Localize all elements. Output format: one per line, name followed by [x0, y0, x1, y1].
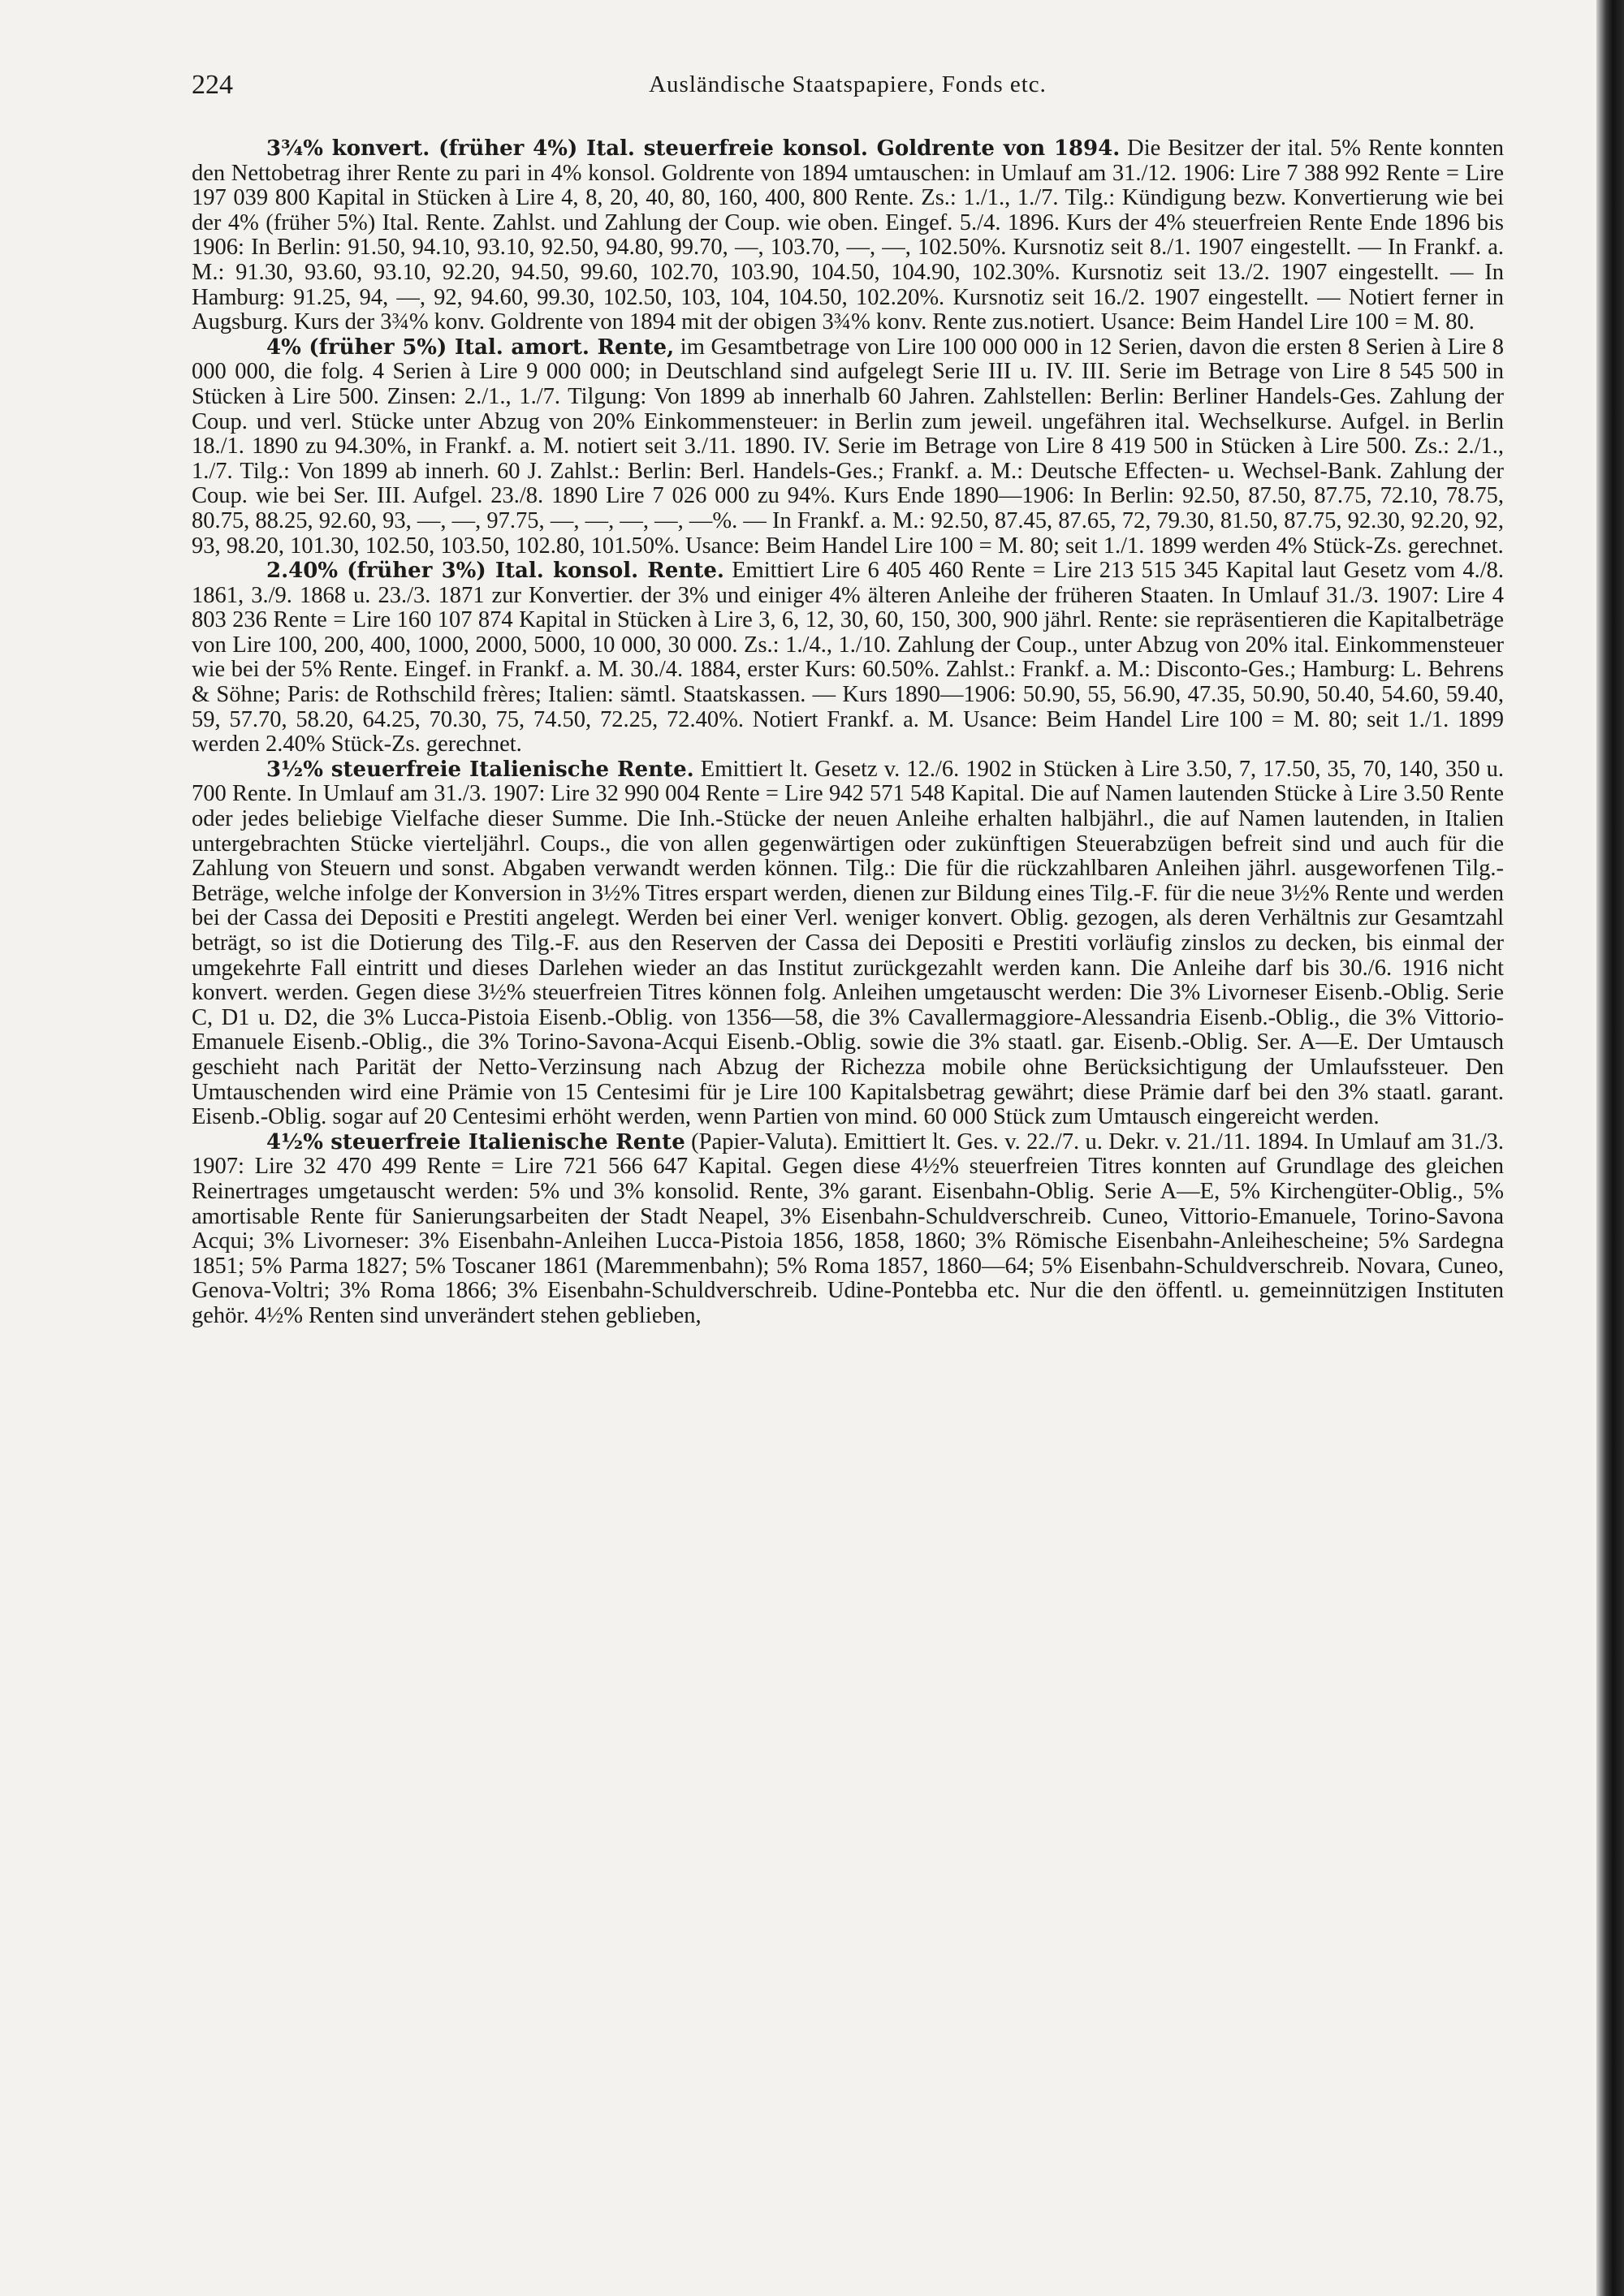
entry-body: Die Besitzer der ital. 5% Rente konnten den Nettobetrag ihrer Rente zu pari in 4% konsol. Goldrente von 1894 umtauschen: in Umlauf am 31./12. 1906: Lire 7 388 992 Rente = Lire 197 039 800 Kapital in Stücken à Lire 4, 8, 20, 40, 80, 160, 400, 800 Rente. Zs.: 1./1., 1./7. Tilg.: Kündigung bezw. Konvertierung wie bei der 4% (früher 5%) Ital. Rente. Zahlst. und Zahlung der Coup. wie oben. Eingef. 5./4. 1896. Kurs der 4% steuerfreien Rente Ende 1896 bis 1906: In Berlin: 91.50, 94.10, 93.10, 92.50, 94.80, 99.70, —, 103.70, —, —, 102.50%. Kursnotiz seit 8./1. 1907 eingestellt. — In Frankf. a. M.: 91.30, 93.60, 93.10, 92.20, 94.50, 99.60, 102.70, 103.90, 104.50, 104.90, 102.30%. Kursnotiz seit 13./2. 1907 eingestellt. — In Hamburg: 91.25, 94, —, 92, 94.60, 99.30, 102.50, 103, 104, 104.50, 102.20%. Kursnotiz seit 16./2. 1907 eingestellt. — Notiert ferner in Augsburg. Kurs der 3¾% konv. Goldrente von 1894 mit der obigen 3¾% konv. Rente zus.notiert. Usance: Beim Handel Lire 100 = M. 80. [192, 136, 1505, 335]
entry-goldrente-1894 [192, 136, 1504, 335]
entry-title: 3¾% konvert. (früher 4%) Ital. steuerfreie konsol. Goldrente von 1894. [266, 136, 1121, 161]
entry-title: 4½% steuerfreie Italienische Rente [266, 1129, 685, 1154]
entry-4-5-rente [192, 1130, 1504, 1329]
entry-body: im Gesamtbetrage von Lire 100 000 000 in 12 Serien, davon die ersten 8 Serien à Lire 8 000 000, die folg. 4 Serien à Lire 9 000 000; in Deutschland sind aufgelegt Serie III u. IV. III. Serie im Betrage von Lire 8 545 500 in Stücken à Lire 500. Zinsen: 2./1., 1./7. Tilgung: Von 1899 ab innerhalb 60 Jahren. Zahlstellen: Berlin: Berliner Handels-Ges. Zahlung der Coup. und verl. Stücke unter Abzug von 20% Einkommensteuer: in Berlin zum jeweil. ungefähren ital. Wechselkurse. Aufgel. in Berlin 18./1. 1890 zu 94.30%, in Frankf. a. M. notiert seit 3./11. 1890. IV. Serie im Betrage von Lire 8 419 500 in Stücken à Lire 500. Zs.: 2./1., 1./7. Tilg.: Von 1899 ab innerh. 60 J. Zahlst.: Berlin: Berl. Handels-Ges.; Frankf. a. M.: Deutsche Effecten- u. Wechsel-Bank. Zahlung der Coup. wie bei Ser. III. Aufgel. 23./8. 1890 Lire 7 026 000 zu 94%. Kurs Ende 1890—1906: In Berlin: 92.50, 87.50, 87.75, 72.10, 78.75, 80.75, 88.25, 92.60, 93, —, —, 97.75, —, —, —, —, —%. — In Frankf. a. M.: 92.50, 87.45, 87.65, 72, 79.30, 81.50, 87.75, 92.30, 92.20, 92, 93, 98.20, 101.30, 102.50, 103.50, 102.80, 101.50%. Usance: Beim Handel Lire 100 = M. 80; seit 1./1. 1899 werden 4% Stück-Zs. gerechnet. [192, 334, 1505, 559]
entry-body: Emittiert Lire 6 405 460 Rente = Lire 213 515 345 Kapital laut Gesetz vom 4./8. 1861, 3./9. 1868 u. 23./3. 1871 zur Konvertier. der 3% und einiger 4% älteren Anleihe der früheren Staaten. In Umlauf 31./3. 1907: Lire 4 803 236 Rente = Lire 160 107 874 Kapital in Stücken à Lire 3, 6, 12, 30, 60, 150, 300, 900 jährl. Rente: sie repräsentieren die Kapitalbeträge von Lire 100, 200, 400, 1000, 2000, 5000, 10 000, 30 000. Zs.: 1./4., 1./10. Zahlung der Coup., unter Abzug von 20% ital. Einkommensteuer wie bei der 5% Rente. Eingef. in Frankf. a. M. 30./4. 1884, erster Kurs: 60.50%. Zahlst.: Frankf. a. M.: Disconto-Ges.; Hamburg: L. Behrens & Söhne; Paris: de Rothschild frères; Italien: sämtl. Staatskassen. — Kurs 1890—1906: 50.90, 55, 56.90, 47.35, 50.90, 50.40, 54.60, 59.40, 59, 57.70, 58.20, 64.25, 70.30, 75, 74.50, 72.25, 72.40%. Notiert Frankf. a. M. Usance: Beim Handel Lire 100 = M. 80; seit 1./1. 1899 werden 2.40% Stück-Zs. gerechnet. [192, 558, 1505, 757]
entry-title: 3½% steuerfreie Italienische Rente. [266, 757, 694, 782]
entry-title: 2.40% (früher 3%) Ital. konsol. Rente. [266, 559, 724, 584]
entry-3-5-rente [192, 757, 1504, 1130]
entry-body: Emittiert lt. Gesetz v. 12./6. 1902 in Stücken à Lire 3.50, 7, 17.50, 35, 70, 140, 350 u. 700 Rente. In Umlauf am 31./3. 1907: Lire 32 990 004 Rente = Lire 942 571 548 Kapital. Die auf Namen lautenden Stücke à Lire 3.50 Rente oder jedes beliebige Vielfache dieser Summe. Die Inh.-Stücke der neuen Anleihe erhalten halbjährl., die auf Namen lautenden, in Italien untergebrachten Stücke vierteljährl. Coups., die von allen gegenwärtigen oder zukünftigen Steuerabzügen befreit sind und auch für die Zahlung von Steuern und sonst. Abgaben verwandt werden können. Tilg.: Die für die rückzahlbaren Anleihen jährl. ausgeworfenen Tilg.-Beträge, welche infolge der Konversion in 3½% Titres erspart werden, dienen zur Bildung eines Tilg.-F. für die neue 3½% Rente und werden bei der Cassa dei Depositi e Prestiti angelegt. Werden bei einer Verl. weniger konvert. Oblig. gezogen, als deren Verhältnis zur Gesamtzahl beträgt, so ist die Dotierung des Tilg.-F. aus den Reserven der Cassa dei Depositi e Prestiti vorläufig zinslos zu decken, bis einmal der umgekehrte Fall eintritt und dieses Darlehen wieder an das Institut zurückgezahlt werden kann. Die Anleihe darf bis 30./6. 1916 nicht konvert. werden. Gegen diese 3½% steuerfreien Titres können folg. Anleihen umgetauscht werden: Die 3% Livorneser Eisenb.-Oblig. Serie C, D1 u. D2, die 3% Lucca-Pistoia Eisenb.-Oblig. von 1356—58, die 3% Cavallermaggiore-Alessandria Eisenb.-Oblig., die 3% Vittorio-Emanuele Eisenb.-Oblig., die 3% Torino-Savona-Acqui Eisenb.-Oblig. sowie die 3% staatl. gar. Eisenb.-Oblig. Ser. A—E. Der Umtausch geschieht nach Parität der Netto-Verzinsung nach Abzug der Richezza mobile ohne Berücksichtigung der Umlaufssteuer. Den Umtauschenden wird eine Prämie von 15 Centesimi für je Lire 100 Kapitalsbetrag gewährt; diese Prämie darf bei den 3% staatl. garant. Eisenb.-Oblig. sogar auf 20 Centesimi erhöht werden, wenn Partien von mind. 60 000 Stück zum Umtausch eingereicht werden. [192, 756, 1504, 1130]
entry-title: 4% (früher 5%) Ital. amort. Rente, [266, 334, 675, 360]
page-header [192, 63, 1504, 112]
entry-konsol-rente [192, 559, 1504, 757]
running-head: Ausländische Staatspapiere, Fonds etc. [649, 71, 1047, 97]
entry-amort-rente [192, 335, 1504, 559]
entry-body: (Papier-Valuta). Emittiert lt. Ges. v. 22./7. u. Dekr. v. 21./11. 1894. In Umlauf am 31./3. 1907: Lire 32 470 499 Rente = Lire 721 566 647 Kapital. Gegen diese 4½% steuerfreien Titres konnten auf Grundlage des gleichen Reinertrages umgetauscht werden: 5% und 3% konsolid. Rente, 3% garant. Eisenbahn-Oblig. Serie A—E, 5% Kirchengüter-Oblig., 5% amortisable Rente für Sanierungsarbeiten der Stadt Neapel, 3% Eisenbahn-Schuldverschreib. Cuneo, Vittorio-Emanuele, Torino-Savona Acqui; 3% Livorneser: 3% Eisenbahn-Anleihen Lucca-Pistoia 1856, 1858, 1860; 3% Römische Eisenbahn-Anleihescheine; 5% Sardegna 1851; 5% Parma 1827; 5% Toscaner 1861 (Maremmenbahn); 5% Roma 1857, 1860—64; 5% Eisenbahn-Schuldverschreib. Novara, Cuneo, Genova-Voltri; 3% Roma 1866; 3% Eisenbahn-Schuldverschreib. Udine-Pontebba etc. Nur die den öffentl. u. gemeinnützigen Instituten gehör. 4½% Renten sind unverändert stehen geblieben, [192, 1129, 1505, 1328]
page [192, 63, 1504, 1329]
scan-edge [1596, 0, 1624, 2296]
page-number: 224 [192, 70, 233, 100]
